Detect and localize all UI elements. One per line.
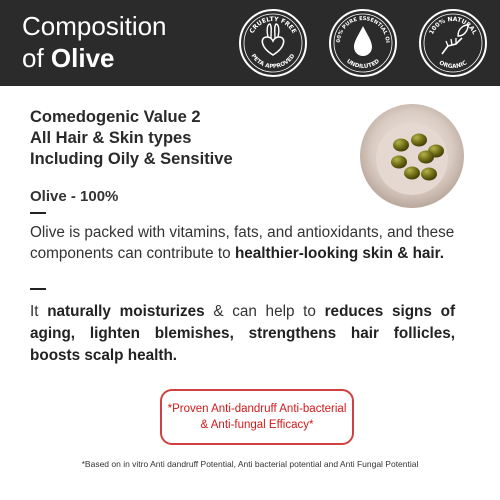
claim-line2: & Anti-fungal Efficacy* <box>200 419 314 431</box>
title-line1: Composition <box>22 11 167 41</box>
hand-leaf-icon <box>418 8 488 78</box>
effects-paragraph <box>30 301 455 367</box>
benefits-highlight: healthier-looking skin & hair. <box>234 245 445 262</box>
pure-oil-badge <box>328 8 398 78</box>
svg-text:UNDILUTED: UNDILUTED <box>345 58 381 71</box>
svg-text:100% PURE ESSENTIAL OIL: 00% PURE ESSENTIAL OI <box>335 15 391 44</box>
oil-drop-icon <box>328 8 398 78</box>
effects-text-2: & can help to <box>213 303 316 320</box>
svg-text:100% NATURAL: 100% NATURAL <box>428 15 478 36</box>
hair-skin-types: All Hair & Skin types <box>30 129 192 147</box>
bunny-heart-icon <box>238 8 308 78</box>
lead-text <box>30 107 233 170</box>
effects-highlight-1: naturally moisturizes <box>47 303 205 320</box>
comedogenic-value: Comedogenic Value 2 <box>30 108 201 126</box>
page-title <box>22 10 167 74</box>
divider <box>30 288 46 290</box>
title-bold: Olive <box>50 43 115 73</box>
divider <box>30 212 46 214</box>
effects-highlight-2: reduces signs of aging, lighten blemishes, strengthens hair follicles, boosts scalp health. <box>30 303 456 364</box>
efficacy-claim-box <box>160 389 354 445</box>
efficacy-claim-text <box>168 401 347 433</box>
svg-text:PETA APPROVED: PETA APPROVED <box>249 53 297 71</box>
natural-organic-badge <box>418 8 488 78</box>
benefits-paragraph <box>30 222 470 264</box>
header-bar <box>0 0 500 86</box>
title-line2 <box>22 42 167 74</box>
title-prefix: of <box>22 43 44 73</box>
composition-percent: Olive - 100% <box>30 188 119 205</box>
footnote: *Based on in vitro Anti dandruff Potential, Anti bacterial potential and Anti Fungal Potential <box>81 459 419 469</box>
svg-text:ORGANIC: ORGANIC <box>437 60 469 71</box>
olive-bowl-image <box>359 103 465 209</box>
svg-text:CRUELTY FREE: CRUELTY FREE <box>248 15 298 35</box>
benefits-text: Olive is packed with vitamins, fats, and antioxidants, and these components can contribute to <box>30 224 455 262</box>
cruelty-free-badge <box>238 8 308 78</box>
skin-types-note: Including Oily & Sensitive <box>30 150 233 168</box>
effects-text-1: It <box>30 303 39 320</box>
claim-line1: *Proven Anti-dandruff Anti-bacterial <box>167 403 347 415</box>
